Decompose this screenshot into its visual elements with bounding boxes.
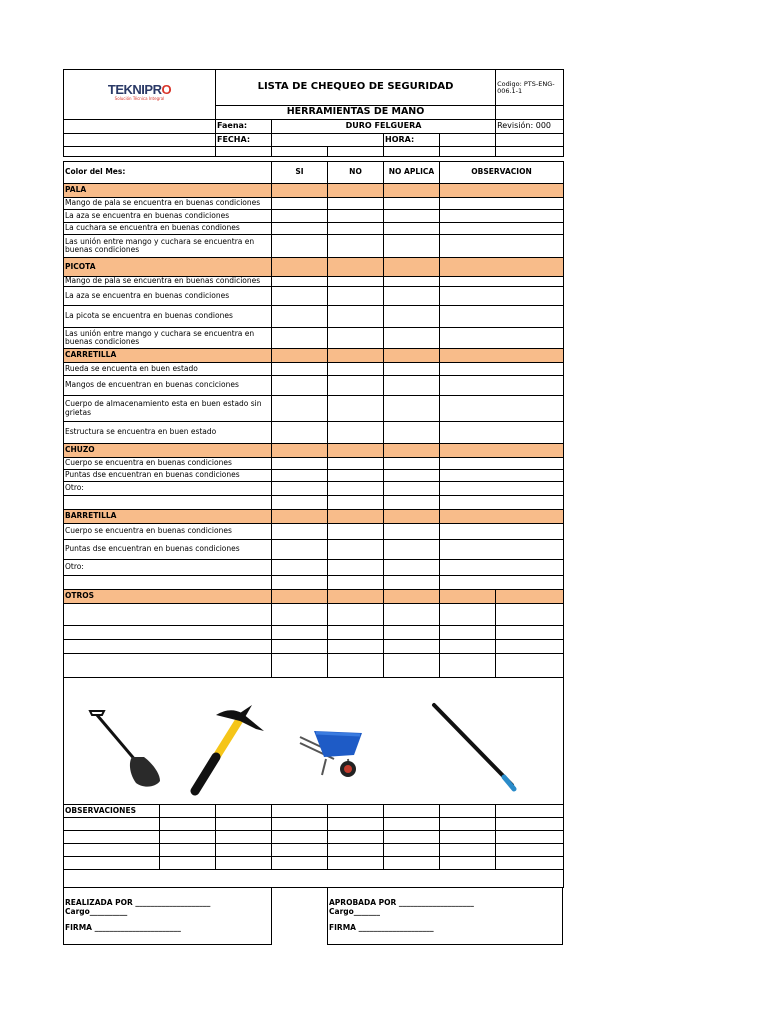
section-picota: PICOTA	[64, 258, 564, 277]
checklist-row: Puntas dse encuentran en buenas condiciones	[64, 470, 564, 482]
section-carretilla: CARRETILLA	[64, 349, 564, 363]
checklist-row: Rueda se encuenta en buen estado	[64, 363, 564, 376]
checklist-row: Las unión entre mango y cuchara se encuentra en buenas condiciones	[64, 235, 564, 258]
otros-row	[64, 626, 564, 640]
col-no: NO	[328, 162, 384, 184]
aprobada-por-label: APROBADA POR ____________________	[329, 898, 474, 907]
faena-value: DURO FELGUERA	[272, 120, 496, 134]
col-observacion: OBSERVACION	[440, 162, 564, 184]
fecha-value[interactable]	[272, 134, 384, 147]
logo-cell	[64, 70, 216, 120]
tools-illustration	[64, 679, 562, 804]
checklist-row: Cuerpo se encuentra en buenas condiciones	[64, 458, 564, 470]
checklist-row: La cuchara se encuentra en buenas condiones	[64, 223, 564, 235]
header-table	[63, 69, 564, 157]
aprobada-cargo-label: Cargo_______	[329, 907, 381, 916]
revision-label: Revisión: 000	[496, 120, 564, 134]
color-del-mes-label: Color del Mes:	[64, 162, 272, 184]
checklist-row: Cuerpo de almacenamiento esta en buen estado sin grietas	[64, 396, 564, 422]
fecha-label: FECHA:	[216, 134, 272, 147]
observaciones-table	[64, 805, 564, 870]
checklist-row: Otro:	[64, 560, 564, 576]
signature-aprobada[interactable]	[327, 887, 563, 945]
checklist-row: Otro:	[64, 482, 564, 496]
col-si: SI	[272, 162, 328, 184]
hora-value[interactable]	[440, 134, 496, 147]
section-otros: OTROS	[64, 590, 564, 604]
checklist-row: La aza se encuentra en buenas condiciones	[64, 287, 564, 306]
checklist-row	[64, 496, 564, 510]
section-barretilla: BARRETILLA	[64, 510, 564, 524]
checklist-row: Las unión entre mango y cuchara se encuentra en buenas condiciones	[64, 328, 564, 349]
observaciones-label: OBSERVACIONES	[64, 805, 160, 818]
checklist-row: Puntas dse encuentran en buenas condiciones	[64, 540, 564, 560]
checklist-row: Mango de pala se encuentra en buenas condiciones	[64, 277, 564, 287]
wheelbarrow-icon	[300, 731, 362, 777]
tools-illustration-cell	[64, 678, 564, 805]
signature-realizada[interactable]	[63, 887, 272, 945]
realizada-cargo-label: Cargo__________	[65, 907, 128, 916]
shovel-icon	[90, 711, 160, 787]
section-chuzo: CHUZO	[64, 444, 564, 458]
document-code: Codigo: PTS-ENG-006.1-1	[496, 70, 564, 106]
realizada-por-label: REALIZADA POR ____________________	[65, 898, 211, 907]
otros-row	[64, 640, 564, 654]
checklist-table	[63, 161, 564, 888]
checklist-row: Mango de pala se encuentra en buenas condiciones	[64, 198, 564, 210]
col-no-aplica: NO APLICA	[384, 162, 440, 184]
crowbar-icon	[434, 705, 514, 789]
checklist-row	[64, 576, 564, 590]
checklist-row: Estructura se encuentra en buen estado	[64, 422, 564, 444]
realizada-firma-label: FIRMA _______________________	[65, 923, 181, 932]
section-pala: PALA	[64, 184, 564, 198]
checklist-row: Cuerpo se encuentra en buenas condiciones	[64, 524, 564, 540]
checklist-row: Mangos de encuentran en buenas conciciones	[64, 376, 564, 396]
logo-tagline: Solución Técnica Integral	[114, 95, 165, 101]
pickaxe-icon	[195, 705, 264, 791]
company-logo: TEKNIPRO	[107, 82, 172, 97]
faena-label: Faena:	[216, 120, 272, 134]
otros-row	[64, 654, 564, 678]
hora-label: HORA:	[384, 134, 440, 147]
aprobada-firma-label: FIRMA ____________________	[329, 923, 434, 932]
checklist-row: La aza se encuentra en buenas condiciones	[64, 210, 564, 223]
document-title: LISTA DE CHEQUEO DE SEGURIDAD	[216, 70, 496, 106]
otros-row	[64, 604, 564, 626]
document-subtitle: HERRAMIENTAS DE MANO	[216, 106, 496, 120]
checklist-row: La picota se encuentra en buenas condiones	[64, 306, 564, 328]
